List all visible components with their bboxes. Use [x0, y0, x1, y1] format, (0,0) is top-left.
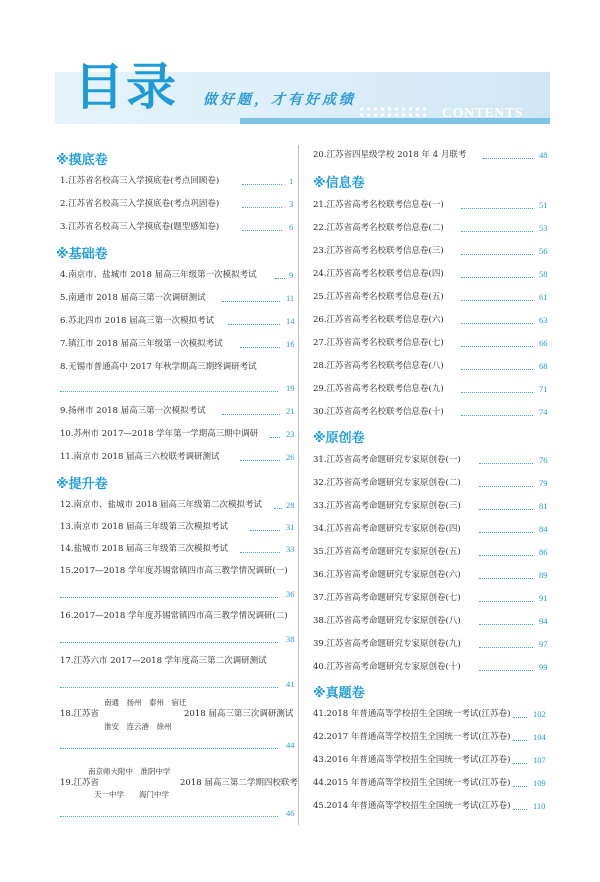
toc-entry[interactable]	[60, 497, 296, 513]
entry-page: 36	[286, 589, 295, 599]
section-xinxi: ※信息卷	[313, 176, 365, 191]
entry-title: 31.江苏省高考命题研究专家原创卷(一)	[313, 455, 461, 465]
leader-dots	[479, 532, 533, 533]
section-tisheng: ※提升卷	[56, 477, 108, 492]
entry-page: 3	[289, 199, 294, 209]
entry-page: 84	[539, 524, 548, 534]
toc-entry[interactable]	[60, 173, 296, 189]
leader-dots	[461, 415, 533, 416]
entry-title: 45.2014 年普通高等学校招生全国统一考试(江苏卷)	[313, 801, 511, 811]
entry-title: 6.苏北四市 2018 届高三第一次模拟考试	[60, 316, 215, 326]
entry-title: 20.江苏省四星级学校 2018 年 4 月联考	[313, 150, 467, 160]
toc-entry[interactable]	[313, 729, 549, 745]
toc-entry[interactable]	[313, 544, 549, 560]
entry-page: 109	[533, 778, 546, 788]
leader-dots	[513, 717, 527, 718]
entry-title: 22.江苏省高考名校联考信息卷(二)	[313, 223, 444, 233]
entry-page: 97	[539, 639, 548, 649]
entry-page: 46	[286, 808, 295, 818]
entry-page: 76	[539, 455, 548, 465]
entry-title: 40.江苏省高考命题研究专家原创卷(十)	[313, 662, 461, 672]
leader-dots	[60, 597, 278, 598]
entry-title: 37.江苏省高考命题研究专家原创卷(七)	[313, 593, 461, 603]
toc-entry[interactable]	[313, 752, 549, 768]
toc-entry[interactable]	[60, 653, 296, 669]
leader-dots	[461, 254, 533, 255]
entry-title: 44.2015 年普通高等学校招生全国统一考试(江苏卷)	[313, 778, 511, 788]
entry-title: 17.江苏六市 2017—2018 学年度高三第二次调研测试	[60, 656, 267, 666]
toc-entry[interactable]	[313, 590, 549, 606]
leader-dots	[60, 816, 278, 817]
toc-entry[interactable]	[313, 706, 549, 722]
toc-entry[interactable]	[313, 312, 549, 328]
entry-title: 30.江苏省高考名校联考信息卷(十)	[313, 407, 444, 417]
entry-page: 104	[533, 732, 546, 742]
leader-dots	[513, 763, 527, 764]
leader-dots	[242, 207, 282, 208]
leader-dots	[461, 323, 533, 324]
entry-page: 79	[539, 478, 548, 488]
leader-dots	[479, 486, 533, 487]
entry-title: 21.江苏省高考名校联考信息卷(一)	[313, 200, 444, 210]
entry-page: 94	[539, 616, 548, 626]
entry-page: 99	[539, 662, 548, 672]
toc-entry[interactable]	[60, 313, 296, 329]
entry-page: 6	[289, 222, 294, 232]
entry-page: 31	[286, 522, 295, 532]
entry-page: 68	[539, 361, 548, 371]
toc-entry[interactable]	[60, 196, 296, 212]
toc-entry[interactable]	[60, 541, 296, 557]
toc-entry[interactable]	[313, 452, 549, 468]
entry-title: 23.江苏省高考名校联考信息卷(三)	[313, 246, 444, 256]
toc-entry-continuation	[60, 631, 296, 647]
entry-title: 27.江苏省高考名校联考信息卷(七)	[313, 338, 444, 348]
entry-page: 91	[539, 593, 548, 603]
entry-page: 23	[286, 429, 295, 439]
entry-title: 3.江苏省名校高三入学摸底卷(题型感知卷)	[60, 222, 220, 232]
leader-dots	[228, 324, 280, 325]
leader-dots	[479, 578, 533, 579]
leader-dots	[250, 530, 280, 531]
dots-decoration-icon	[358, 106, 430, 118]
toc-entry[interactable]	[313, 775, 549, 791]
entry-page: 56	[539, 246, 548, 256]
entry-title: 34.江苏省高考命题研究专家原创卷(四)	[313, 524, 461, 534]
toc-entry[interactable]	[60, 290, 296, 306]
entry-page: 16	[286, 339, 295, 349]
entry-title: 39.江苏省高考命题研究专家原创卷(九)	[313, 639, 461, 649]
leader-dots	[60, 391, 278, 392]
entry-title: 32.江苏省高考命题研究专家原创卷(二)	[313, 478, 461, 488]
entry-page: 71	[539, 384, 548, 394]
entry-page: 1	[289, 176, 294, 186]
leader-dots	[240, 552, 280, 553]
column-divider	[298, 145, 299, 825]
entry-page: 14	[286, 316, 295, 326]
entry-page: 48	[539, 150, 548, 160]
entry-page: 33	[286, 544, 295, 554]
entry-title: 12.南京市、盐城市 2018 届高三年级第二次模拟考试	[60, 500, 263, 510]
entry-title: 5.南通市 2018 届高三第一次调研测试	[60, 293, 206, 303]
entry-page: 9	[289, 270, 294, 280]
leader-dots	[60, 748, 278, 749]
entry-cities-bottom: 淮安 连云港 徐州	[104, 722, 172, 731]
contents-label: CONTENTS	[442, 106, 524, 121]
toc-entry-continuation	[60, 380, 296, 396]
entry-title: 29.江苏省高考名校联考信息卷(九)	[313, 384, 444, 394]
entry-page: 51	[539, 200, 548, 210]
leader-dots	[242, 184, 282, 185]
toc-entry[interactable]	[60, 267, 296, 283]
entry-title: 28.江苏省高考名校联考信息卷(八)	[313, 361, 444, 371]
entry-title: 26.江苏省高考名校联考信息卷(六)	[313, 315, 444, 325]
leader-dots	[275, 278, 285, 279]
entry-title: 9.扬州市 2018 届高三第一次模拟考试	[60, 406, 206, 416]
toc-entry[interactable]	[60, 426, 296, 442]
toc-entry[interactable]	[60, 519, 296, 535]
entry-page: 41	[286, 679, 295, 689]
leader-dots	[479, 509, 533, 510]
entry-page: 26	[286, 452, 295, 462]
toc-entry[interactable]	[313, 358, 549, 374]
section-yuanchuang: ※原创卷	[313, 431, 365, 446]
leader-dots	[240, 347, 280, 348]
leader-dots	[222, 301, 280, 302]
entry-title: 4.南京市、盐城市 2018 届高三年级第一次模拟考试	[60, 270, 257, 280]
leader-dots	[461, 369, 533, 370]
leader-dots	[461, 231, 533, 232]
leader-dots	[60, 642, 278, 643]
entry-title: 7.镇江市 2018 届高三年级第一次模拟考试	[60, 339, 223, 349]
toc-entry[interactable]	[60, 359, 296, 375]
entry-title: 38.江苏省高考命题研究专家原创卷(八)	[313, 616, 461, 626]
leader-dots	[479, 670, 533, 671]
entry-page: 58	[539, 269, 548, 279]
entry-title: 2.江苏省名校高三入学摸底卷(考点巩固卷)	[60, 199, 220, 209]
leader-dots	[240, 460, 280, 461]
leader-dots	[513, 740, 527, 741]
toc-entry[interactable]	[313, 243, 549, 259]
leader-dots	[479, 555, 533, 556]
entry-title: 16.2017—2018 学年度苏锡常镇四市高三教学情况调研(二)	[60, 611, 288, 621]
toc-entry[interactable]	[313, 266, 549, 282]
entry-schools-bottom: 天一中学 海门中学	[94, 790, 169, 799]
entry-title-suffix: 2018 届高三第二学期四校联考	[180, 778, 298, 788]
toc-entry[interactable]	[313, 147, 549, 163]
entry-title: 43.2016 年普通高等学校招生全国统一考试(江苏卷)	[313, 755, 511, 765]
entry-page: 28	[286, 500, 295, 510]
toc-entry[interactable]	[60, 449, 296, 465]
section-jichu: ※基础卷	[56, 247, 108, 262]
entry-page: 19	[286, 383, 295, 393]
leader-dots	[461, 208, 533, 209]
toc-entry[interactable]	[60, 563, 296, 579]
entry-title: 14.盐城市 2018 届高三年级第三次模拟考试	[60, 544, 229, 554]
entry-title: 36.江苏省高考命题研究专家原创卷(六)	[313, 570, 461, 580]
leader-dots	[461, 346, 533, 347]
toc-entry-continuation	[60, 805, 296, 821]
entry-cities-top: 南通 扬州 泰州 宿迁	[104, 698, 187, 707]
entry-page: 53	[539, 223, 548, 233]
toc-entry[interactable]	[313, 289, 549, 305]
leader-dots	[60, 687, 278, 688]
entry-schools-top: 南京师大附中 淮阴中学	[88, 767, 171, 776]
leader-dots	[483, 158, 533, 159]
toc-entry[interactable]	[60, 219, 296, 235]
entry-title: 24.江苏省高考名校联考信息卷(四)	[313, 269, 444, 279]
entry-title: 8.无锡市普通高中 2017 年秋学期高三期终调研考试	[60, 362, 257, 372]
leader-dots	[461, 277, 533, 278]
entry-page: 61	[539, 292, 548, 302]
toc-entry[interactable]	[313, 521, 549, 537]
entry-page: 86	[539, 547, 548, 557]
entry-page: 74	[539, 407, 548, 417]
toc-entry[interactable]	[313, 335, 549, 351]
leader-dots	[222, 414, 280, 415]
entry-page: 107	[533, 755, 546, 765]
toc-entry[interactable]	[60, 403, 296, 419]
toc-entry[interactable]	[313, 220, 549, 236]
header-slogan: 做好题，才有好成绩	[203, 92, 356, 108]
entry-title: 19.江苏省	[60, 778, 100, 788]
entry-page: 44	[286, 740, 295, 750]
toc-entry-continuation	[60, 586, 296, 602]
entry-page: 89	[539, 570, 548, 580]
leader-dots	[242, 230, 282, 231]
entry-page: 81	[539, 501, 548, 511]
entry-title: 33.江苏省高考命题研究专家原创卷(三)	[313, 501, 461, 511]
entry-title: 41.2018 年普通高等学校招生全国统一考试(江苏卷)	[313, 709, 511, 719]
entry-title: 42.2017 年普通高等学校招生全国统一考试(江苏卷)	[313, 732, 511, 742]
toc-entry[interactable]	[313, 659, 549, 675]
toc-entry[interactable]	[60, 336, 296, 352]
entry-title-suffix: 2018 届高三第三次调研测试	[184, 709, 294, 719]
leader-dots	[479, 647, 533, 648]
entry-page: 11	[286, 293, 295, 303]
leader-dots	[461, 392, 533, 393]
toc-entry[interactable]	[313, 197, 549, 213]
entry-title: 1.江苏省名校高三入学摸底卷(考点回顾卷)	[60, 176, 220, 186]
toc-entry[interactable]	[313, 636, 549, 652]
section-zhenti: ※真题卷	[313, 686, 365, 701]
entry-title: 10.苏州市 2017—2018 学年第一学期高三期中调研	[60, 429, 259, 439]
toc-entry[interactable]	[313, 404, 549, 420]
entry-title: 15.2017—2018 学年度苏锡常镇四市高三教学情况调研(一)	[60, 566, 288, 576]
entry-title: 18.江苏省	[60, 709, 100, 719]
entry-title: 13.南京市 2018 届高三年级第三次模拟考试	[60, 522, 229, 532]
entry-page: 63	[539, 315, 548, 325]
toc-entry[interactable]	[313, 798, 549, 814]
entry-page: 102	[533, 709, 546, 719]
leader-dots	[461, 300, 533, 301]
leader-dots	[270, 437, 280, 438]
toc-entry[interactable]	[313, 567, 549, 583]
leader-dots	[513, 809, 527, 810]
entry-title: 11.南京市 2018 届高三六校联考调研测试	[60, 452, 220, 462]
toc-entry[interactable]	[60, 608, 296, 624]
leader-dots	[513, 786, 527, 787]
toc-entry[interactable]	[313, 498, 549, 514]
section-modi: ※摸底卷	[56, 153, 108, 168]
entry-page: 38	[286, 634, 295, 644]
entry-page: 110	[533, 801, 546, 811]
leader-dots	[479, 463, 533, 464]
toc-entry-continuation	[60, 676, 296, 692]
leader-dots	[479, 624, 533, 625]
entry-page: 21	[286, 406, 295, 416]
toc-entry[interactable]	[313, 475, 549, 491]
entry-title: 35.江苏省高考命题研究专家原创卷(五)	[313, 547, 461, 557]
entry-page: 66	[539, 338, 548, 348]
entry-title: 25.江苏省高考名校联考信息卷(五)	[313, 292, 444, 302]
toc-entry[interactable]	[313, 613, 549, 629]
toc-entry[interactable]	[313, 381, 549, 397]
leader-dots	[274, 508, 282, 509]
toc-entry[interactable]	[60, 706, 296, 722]
leader-dots	[479, 601, 533, 602]
toc-entry-continuation	[60, 737, 296, 753]
page-title: 目录	[74, 58, 178, 116]
